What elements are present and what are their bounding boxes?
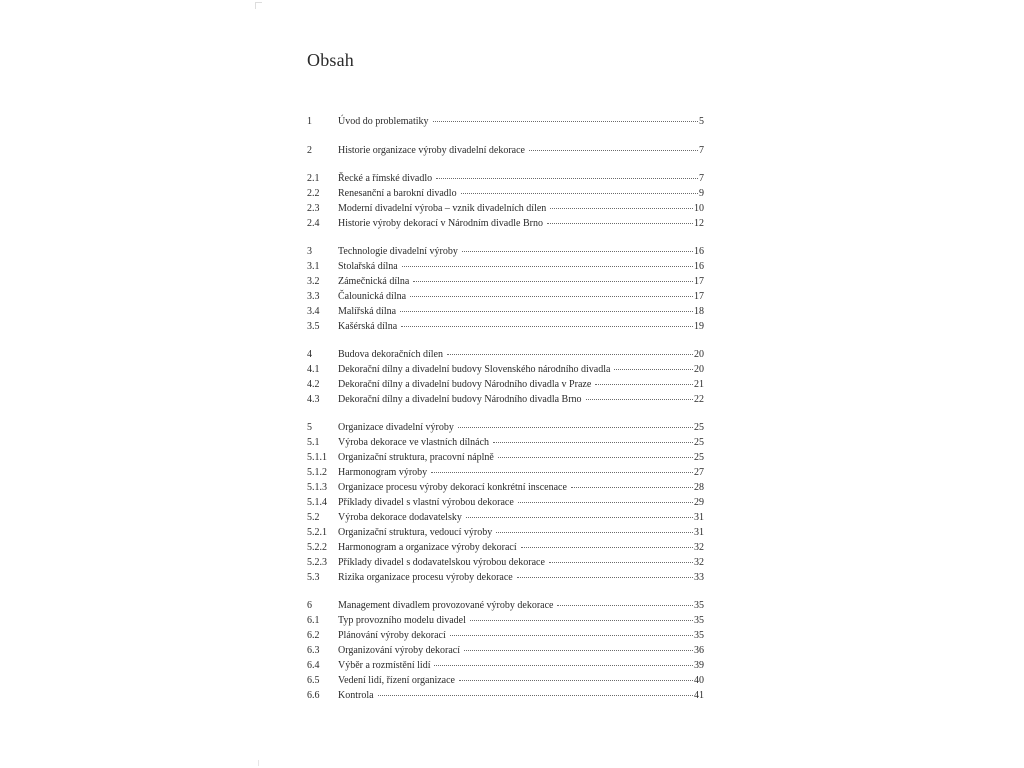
toc-entry-page: 32 <box>694 542 704 553</box>
toc-entry-page: 36 <box>694 645 704 656</box>
toc-entry-number: 4.1 <box>307 364 320 375</box>
toc-dot-leader <box>547 220 693 224</box>
toc-dot-leader <box>586 396 693 400</box>
toc-entry-number: 3 <box>307 246 312 257</box>
toc-dot-leader <box>410 293 693 297</box>
toc-entry-title: Plánování výroby dekorací <box>338 630 446 641</box>
toc-entry-title: Dekorační dílny a divadelní budovy Národního divadla v Praze <box>338 379 592 390</box>
toc-entry-number: 4 <box>307 349 312 360</box>
toc-entry-number: 6 <box>307 600 312 611</box>
toc-entry-title: Organizace divadelní výroby <box>338 422 454 433</box>
toc-entry <box>307 348 704 362</box>
toc-entry-title: Kontrola <box>338 690 374 701</box>
toc-dot-leader <box>517 574 693 578</box>
toc-entry-title: Dekorační dílny a divadelní budovy Národního divadla Brno <box>338 394 582 405</box>
toc-entry-page: 32 <box>694 557 704 568</box>
toc-entry <box>307 144 704 158</box>
toc-entry-number: 5 <box>307 422 312 433</box>
toc-entry-title: Historie výroby dekorací v Národním divadle Brno <box>338 218 543 229</box>
toc-entry-page: 29 <box>694 497 704 508</box>
toc-entry-title: Harmonogram výroby <box>338 467 428 478</box>
toc-entry <box>307 436 704 450</box>
toc-entry <box>307 541 704 555</box>
toc-entry-number: 5.2.2 <box>307 542 327 553</box>
toc-entry-page: 16 <box>694 261 704 272</box>
toc-entry-title: Moderní divadelní výroba – vznik divadelních dílen <box>338 203 547 214</box>
toc-entry-number: 5.1 <box>307 437 320 448</box>
toc-entry <box>307 305 704 319</box>
toc-entry <box>307 466 704 480</box>
toc-entry-title: Organizování výroby dekorací <box>338 645 460 656</box>
toc-entry-number: 5.2 <box>307 512 320 523</box>
toc-entry-page: 19 <box>694 321 704 332</box>
toc-entry-title: Stolařská dílna <box>338 261 398 272</box>
table-of-contents <box>307 0 704 768</box>
toc-entry <box>307 393 704 407</box>
toc-entry <box>307 260 704 274</box>
toc-dot-leader <box>436 175 698 179</box>
toc-entry-page: 28 <box>694 482 704 493</box>
toc-entry-number: 5.2.1 <box>307 527 327 538</box>
toc-entry-title: Příklady divadel s dodavatelskou výrobou dekorace <box>338 557 545 568</box>
toc-entry <box>307 644 704 658</box>
toc-entry-title: Kašérská dílna <box>338 321 398 332</box>
toc-entry-page: 12 <box>694 218 704 229</box>
toc-dot-leader <box>464 647 693 651</box>
toc-dot-leader <box>378 692 693 696</box>
toc-entry-number: 2.4 <box>307 218 320 229</box>
toc-entry-number: 5.3 <box>307 572 320 583</box>
toc-dot-leader <box>493 439 693 443</box>
toc-entry-title: Organizace procesu výroby dekorací konkrétní inscenace <box>338 482 567 493</box>
toc-entry-page: 7 <box>699 173 704 184</box>
toc-entry-title: Typ provozního modelu divadel <box>338 615 466 626</box>
toc-dot-leader <box>571 484 693 488</box>
toc-dot-leader <box>614 366 693 370</box>
toc-entry-page: 16 <box>694 246 704 257</box>
toc-dot-leader <box>557 602 693 606</box>
toc-entry <box>307 614 704 628</box>
toc-entry-page: 20 <box>694 364 704 375</box>
toc-dot-leader <box>400 308 693 312</box>
toc-dot-leader <box>458 424 693 428</box>
toc-entry-number: 2.1 <box>307 173 320 184</box>
toc-entry-number: 6.1 <box>307 615 320 626</box>
toc-entry-title: Řecké a římské divadlo <box>338 173 433 184</box>
page-edge-mark <box>258 760 259 766</box>
toc-entry-title: Organizační struktura, pracovní náplně <box>338 452 494 463</box>
toc-dot-leader <box>550 205 693 209</box>
toc-entry <box>307 526 704 540</box>
toc-dot-leader <box>498 454 693 458</box>
toc-entry-page: 35 <box>694 630 704 641</box>
toc-entry <box>307 599 704 613</box>
toc-entry-number: 3.3 <box>307 291 320 302</box>
toc-entry-page: 5 <box>699 116 704 127</box>
toc-dot-leader <box>595 381 693 385</box>
toc-entry-title: Technologie divadelní výroby <box>338 246 458 257</box>
toc-dot-leader <box>521 544 693 548</box>
toc-entry-page: 17 <box>694 291 704 302</box>
toc-entry <box>307 363 704 377</box>
toc-entry <box>307 245 704 259</box>
toc-entry <box>307 187 704 201</box>
toc-entry <box>307 496 704 510</box>
toc-entry <box>307 378 704 392</box>
toc-entry-title: Výroba dekorace dodavatelsky <box>338 512 462 523</box>
toc-entry-page: 25 <box>694 437 704 448</box>
toc-dot-leader <box>434 662 693 666</box>
toc-dot-leader <box>413 278 693 282</box>
page-corner-mark <box>255 2 262 9</box>
page-title: Obsah <box>307 50 354 70</box>
toc-dot-leader <box>450 632 693 636</box>
toc-entry <box>307 659 704 673</box>
toc-dot-leader <box>459 677 693 681</box>
toc-entry-title: Čalounická dílna <box>338 291 407 302</box>
toc-entry-page: 27 <box>694 467 704 478</box>
toc-entry-number: 3.5 <box>307 321 320 332</box>
toc-entry-number: 3.4 <box>307 306 320 317</box>
toc-dot-leader <box>461 190 698 194</box>
toc-entry-number: 6.6 <box>307 690 320 701</box>
toc-entry-page: 39 <box>694 660 704 671</box>
toc-entry-page: 41 <box>694 690 704 701</box>
toc-entry-number: 2.2 <box>307 188 320 199</box>
toc-entry-page: 31 <box>694 527 704 538</box>
toc-entry <box>307 556 704 570</box>
toc-entry-page: 20 <box>694 349 704 360</box>
toc-entry <box>307 202 704 216</box>
toc-entry-title: Vedení lidí, řízení organizace <box>338 675 455 686</box>
toc-entry <box>307 217 704 231</box>
toc-entry-number: 4.2 <box>307 379 320 390</box>
toc-entry-title: Organizační struktura, vedoucí výroby <box>338 527 493 538</box>
toc-entry <box>307 451 704 465</box>
toc-entry-number: 4.3 <box>307 394 320 405</box>
toc-entry-title: Management divadlem provozované výroby dekorace <box>338 600 554 611</box>
toc-entry <box>307 172 704 186</box>
toc-entry <box>307 275 704 289</box>
toc-entry-number: 5.1.3 <box>307 482 327 493</box>
toc-entry-title: Zámečnická dílna <box>338 276 410 287</box>
toc-entry-number: 5.1.4 <box>307 497 327 508</box>
toc-entry-title: Příklady divadel s vlastní výrobou dekorace <box>338 497 514 508</box>
toc-entry <box>307 511 704 525</box>
toc-entry-title: Výroba dekorace ve vlastních dílnách <box>338 437 490 448</box>
toc-entry <box>307 571 704 585</box>
toc-dot-leader <box>462 248 693 252</box>
toc-entry-title: Úvod do problematiky <box>338 116 429 127</box>
toc-dot-leader <box>402 263 693 267</box>
toc-entry-page: 31 <box>694 512 704 523</box>
toc-entry-number: 1 <box>307 116 312 127</box>
toc-dot-leader <box>401 323 693 327</box>
toc-entry-number: 6.4 <box>307 660 320 671</box>
toc-dot-leader <box>529 147 698 151</box>
toc-entry-page: 40 <box>694 675 704 686</box>
toc-entry-page: 17 <box>694 276 704 287</box>
toc-entry-page: 33 <box>694 572 704 583</box>
toc-entry-title: Harmonogram a organizace výroby dekorací <box>338 542 517 553</box>
toc-entry <box>307 629 704 643</box>
toc-entry-page: 9 <box>699 188 704 199</box>
toc-entry-number: 6.3 <box>307 645 320 656</box>
toc-entry <box>307 674 704 688</box>
toc-entry-page: 22 <box>694 394 704 405</box>
toc-entry-page: 7 <box>699 145 704 156</box>
toc-entry <box>307 115 704 129</box>
toc-dot-leader <box>549 559 693 563</box>
toc-entry-page: 21 <box>694 379 704 390</box>
toc-entry-page: 35 <box>694 600 704 611</box>
toc-dot-leader <box>447 351 693 355</box>
toc-entry <box>307 689 704 703</box>
toc-entry-number: 6.2 <box>307 630 320 641</box>
toc-entry-number: 3.2 <box>307 276 320 287</box>
toc-dot-leader <box>470 617 693 621</box>
toc-entry-number: 2.3 <box>307 203 320 214</box>
toc-entry-page: 18 <box>694 306 704 317</box>
toc-entry-title: Historie organizace výroby divadelní dekorace <box>338 145 525 156</box>
toc-entry-number: 6.5 <box>307 675 320 686</box>
toc-entry-number: 5.1.2 <box>307 467 327 478</box>
toc-dot-leader <box>496 529 693 533</box>
toc-entry-title: Budova dekoračních dílen <box>338 349 443 360</box>
toc-entry-page: 35 <box>694 615 704 626</box>
toc-entry-title: Malířská dílna <box>338 306 397 317</box>
toc-entry-page: 10 <box>694 203 704 214</box>
toc-entry-number: 3.1 <box>307 261 320 272</box>
toc-dot-leader <box>433 118 698 122</box>
toc-entry <box>307 320 704 334</box>
toc-entry-title: Rizika organizace procesu výroby dekorace <box>338 572 513 583</box>
toc-entry-page: 25 <box>694 452 704 463</box>
toc-entry-page: 25 <box>694 422 704 433</box>
toc-entry <box>307 421 704 435</box>
toc-entry-number: 5.1.1 <box>307 452 327 463</box>
toc-dot-leader <box>431 469 693 473</box>
toc-entry-number: 2 <box>307 145 312 156</box>
toc-entry <box>307 290 704 304</box>
toc-entry-number: 5.2.3 <box>307 557 327 568</box>
toc-dot-leader <box>518 499 693 503</box>
toc-entry-title: Výběr a rozmístění lidí <box>338 660 431 671</box>
toc-entry-title: Dekorační dílny a divadelní budovy Slovenského národního divadla <box>338 364 611 375</box>
toc-entry <box>307 481 704 495</box>
toc-dot-leader <box>466 514 693 518</box>
toc-entry-title: Renesanční a barokní divadlo <box>338 188 457 199</box>
